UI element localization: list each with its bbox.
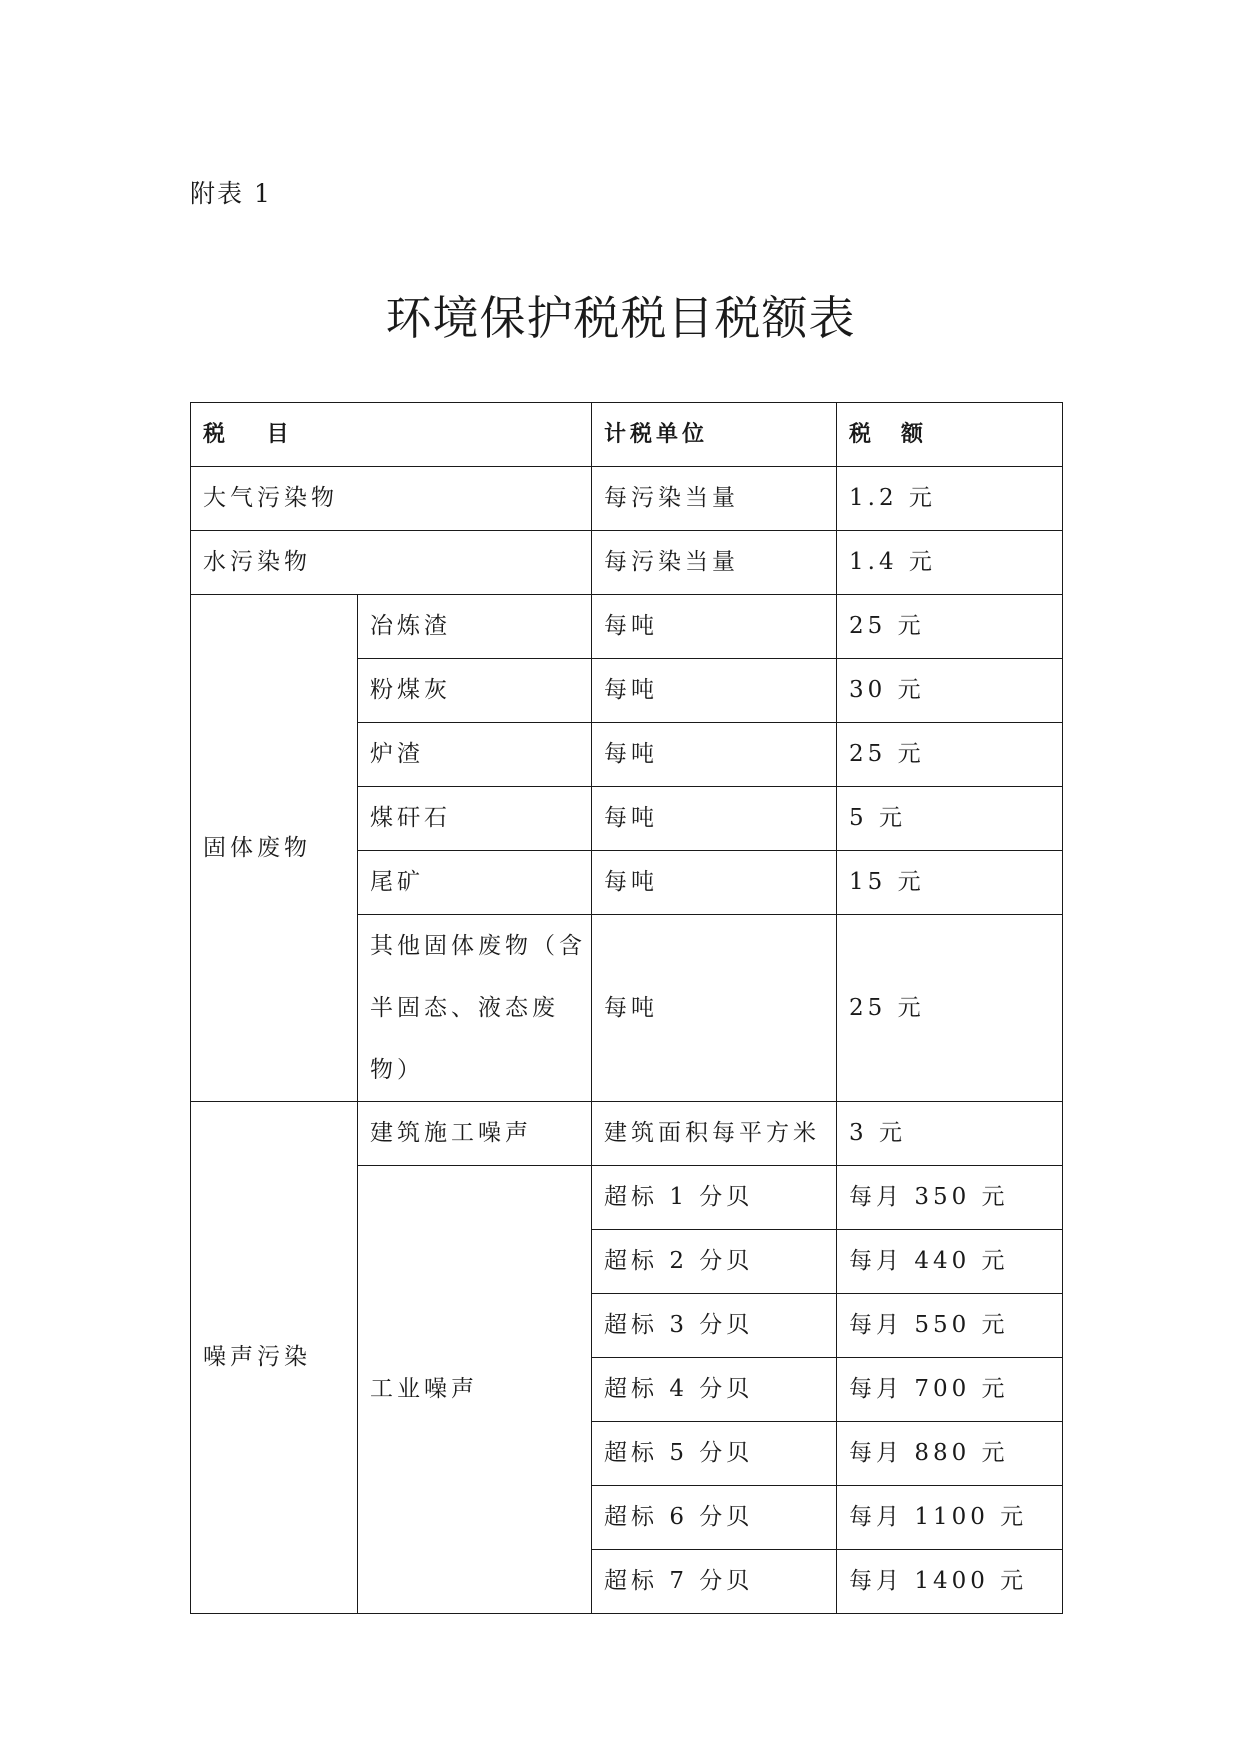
- tax-unit-cell: 每吨: [592, 787, 837, 851]
- tax-unit-cell: 超标 6 分贝: [592, 1486, 837, 1550]
- table-row: [191, 1102, 1063, 1166]
- header-tax-amount: 税 额: [837, 403, 1063, 467]
- tax-amount-cell: 25 元: [837, 595, 1063, 659]
- tax-amount-cell: 每月 880 元: [837, 1422, 1063, 1486]
- table-row: [191, 531, 1063, 595]
- tax-amount-cell: 30 元: [837, 659, 1063, 723]
- tax-unit-cell: 超标 7 分贝: [592, 1550, 837, 1614]
- tax-unit-cell: 建筑面积每平方米: [592, 1102, 837, 1166]
- tax-amount-cell: 每月 550 元: [837, 1294, 1063, 1358]
- document-title: 环境保护税税目税额表: [385, 291, 856, 345]
- sub-item-cell: 其他固体废物（含半固态、液态废物）: [358, 915, 592, 1102]
- sub-item-cell: 炉渣: [358, 723, 592, 787]
- tax-amount-cell: 每月 350 元: [837, 1166, 1063, 1230]
- tax-rate-table: [190, 402, 1063, 1614]
- tax-item-cell: 大气污染物: [191, 467, 592, 531]
- tax-unit-cell: 超标 5 分贝: [592, 1422, 837, 1486]
- tax-amount-cell: 每月 440 元: [837, 1230, 1063, 1294]
- tax-unit-cell: 超标 1 分贝: [592, 1166, 837, 1230]
- tax-amount-cell: 每月 1400 元: [837, 1550, 1063, 1614]
- table-row: [191, 467, 1063, 531]
- sub-item-cell: 尾矿: [358, 851, 592, 915]
- tax-unit-cell: 每污染当量: [592, 531, 837, 595]
- tax-unit-cell: 每污染当量: [592, 467, 837, 531]
- tax-amount-cell: 25 元: [837, 723, 1063, 787]
- tax-amount-cell: 每月 700 元: [837, 1358, 1063, 1422]
- tax-amount-cell: 1.2 元: [837, 467, 1063, 531]
- table-header-row: [191, 403, 1063, 467]
- table-row: [191, 595, 1063, 659]
- category-cell-noise: 噪声污染: [191, 1102, 358, 1614]
- attachment-label: 附表 1: [190, 179, 272, 208]
- tax-unit-cell: 每吨: [592, 915, 837, 1102]
- tax-unit-cell: 每吨: [592, 723, 837, 787]
- sub-item-cell: 粉煤灰: [358, 659, 592, 723]
- sub-item-cell: 冶炼渣: [358, 595, 592, 659]
- tax-amount-cell: 15 元: [837, 851, 1063, 915]
- tax-amount-cell: 每月 1100 元: [837, 1486, 1063, 1550]
- tax-unit-cell: 每吨: [592, 595, 837, 659]
- sub-item-cell-industrial-noise: 工业噪声: [358, 1166, 592, 1614]
- tax-unit-cell: 超标 2 分贝: [592, 1230, 837, 1294]
- tax-amount-cell: 1.4 元: [837, 531, 1063, 595]
- tax-amount-cell: 5 元: [837, 787, 1063, 851]
- sub-item-cell: 建筑施工噪声: [358, 1102, 592, 1166]
- tax-unit-cell: 每吨: [592, 659, 837, 723]
- category-cell-solid-waste: 固体废物: [191, 595, 358, 1102]
- tax-unit-cell: 每吨: [592, 851, 837, 915]
- sub-item-cell: 煤矸石: [358, 787, 592, 851]
- tax-amount-cell: 25 元: [837, 915, 1063, 1102]
- header-tax-unit: 计税单位: [592, 403, 837, 467]
- tax-item-cell: 水污染物: [191, 531, 592, 595]
- tax-unit-cell: 超标 4 分贝: [592, 1358, 837, 1422]
- header-tax-item: 税 目: [191, 403, 592, 467]
- tax-unit-cell: 超标 3 分贝: [592, 1294, 837, 1358]
- tax-amount-cell: 3 元: [837, 1102, 1063, 1166]
